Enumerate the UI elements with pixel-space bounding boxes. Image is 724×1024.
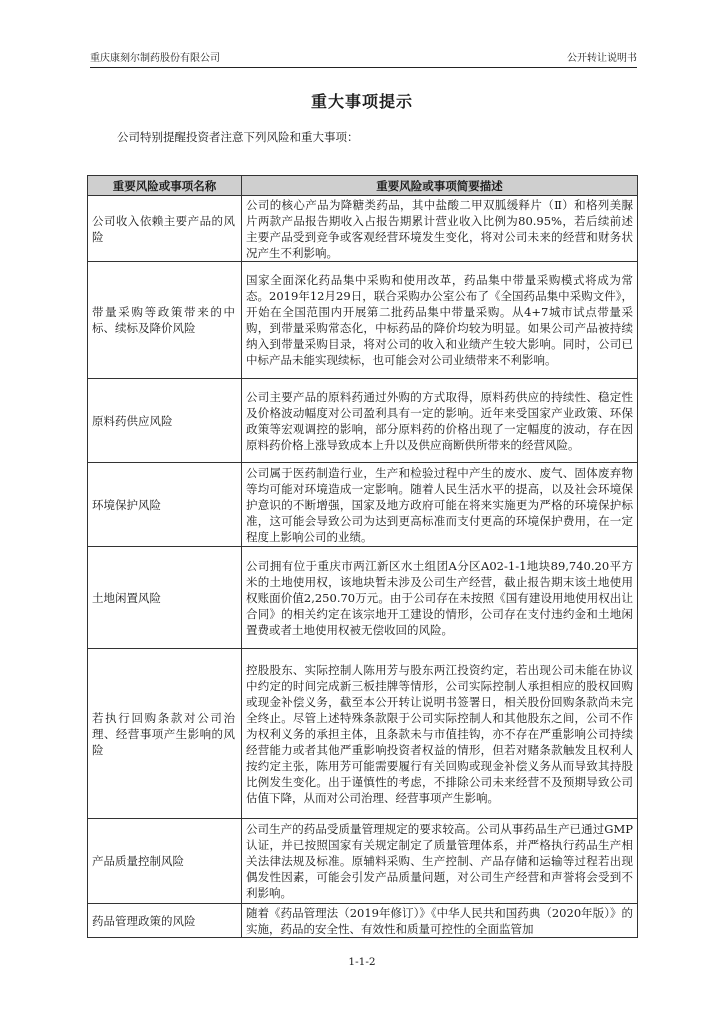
risk-description-cell: 国家全面深化药品集中采购和使用改革，药品集中带量采购模式将成为常态。2019年12月29日，联合采购办公室公布了《全国药品集中采购文件》，开始在全国范围内开展第二批药品集中带量采购。从4+7城市试点带量采购，到带量采购常态化，中标药品的降价均较为明显。如果公司产品被持续纳入到带量采购目录，将对公司的收入和业绩产生较大影响。同时，公司已中标产品未能实现续标，也可能会对公司业绩带来不利影响。 bbox=[242, 262, 638, 379]
risk-name-cell: 原料药供应风险 bbox=[88, 379, 242, 463]
risk-description-cell: 随着《药品管理法（2019年修订）》《中华人民共和国药典（2020年版）》的实施，药品的安全性、有效性和质量可控性的全面监管加 bbox=[242, 904, 638, 938]
column-header-risk-description: 重要风险或事项简要描述 bbox=[242, 176, 638, 196]
header-company-name: 重庆康刻尔制药股份有限公司 bbox=[90, 53, 220, 64]
table-row bbox=[88, 262, 638, 379]
table-row bbox=[88, 649, 638, 819]
table-row bbox=[88, 379, 638, 463]
risk-description-cell: 公司属于医药制造行业，生产和检验过程中产生的废水、废气、固体废弃物等均可能对环境造成一定影响。随着人民生活水平的提高，以及社会环境保护意识的不断增强，国家及地方政府可能在将来实施更为严格的环境保护标准，这可能会导致公司为达到更高标准而支付更高的环境保护费用，在一定程度上影响公司的业绩。 bbox=[242, 463, 638, 547]
table-row bbox=[88, 547, 638, 649]
table-row bbox=[88, 819, 638, 904]
table-row bbox=[88, 904, 638, 938]
page-title: 重大事项提示 bbox=[310, 92, 413, 111]
risk-description-cell: 公司主要产品的原料药通过外购的方式取得，原料药供应的持续性、稳定性及价格波动幅度对公司盈利具有一定的影响。近年来受国家产业政策、环保政策等宏观调控的影响，部分原料药的价格出现了一定幅度的波动，存在因原料药价格上涨导致成本上升以及供应商断供所带来的经营风险。 bbox=[242, 379, 638, 463]
header-document-type: 公开转让说明书 bbox=[567, 53, 637, 64]
risk-name-cell: 公司收入依赖主要产品的风险 bbox=[88, 196, 242, 262]
table-row bbox=[88, 196, 638, 262]
table-header-row bbox=[88, 176, 638, 196]
table-row bbox=[88, 463, 638, 547]
risk-name-cell: 带量采购等政策带来的中标、续标及降价风险 bbox=[88, 262, 242, 379]
intro-paragraph: 公司特别提醒投资者注意下列风险和重大事项： bbox=[117, 130, 359, 144]
page-header bbox=[90, 51, 637, 68]
risk-description-cell: 公司拥有位于重庆市两江新区水土组团A分区A02-1-1地块89,740.20平方米的土地使用权，该地块暂未涉及公司生产经营，截止报告期末该土地使用权账面价值2,250.70万元。由于公司存在未按照《国有建设用地使用权出让合同》的相关约定在该宗地开工建设的情形，公司存在支付违约金和土地闲置费或者土地使用权被无偿收回的风险。 bbox=[242, 547, 638, 649]
risk-description-cell: 控股股东、实际控制人陈用芳与股东两江投资约定，若出现公司未能在协议中约定的时间完成新三板挂牌等情形，公司实际控制人承担相应的股权回购或现金补偿义务，截至本公开转让说明书签署日，相关股份回购条款尚未完全终止。尽管上述特殊条款限于公司实际控制人和其他股东之间，公司不作为权利义务的承担主体，且条款未与市值挂钩，亦不存在严重影响公司持续经营能力或者其他严重影响投资者权益的情形，但若对赌条款触发且权利人按约定主张，陈用芳可能需要履行有关回购或现金补偿义务从而导致其持股比例发生变化。出于谨慎性的考虑，不排除公司未来经营不及预期导致公司估值下降，从而对公司治理、经营事项产生影响。 bbox=[242, 649, 638, 819]
risk-name-cell: 药品管理政策的风险 bbox=[88, 904, 242, 938]
risk-description-cell: 公司生产的药品受质量管理规定的要求较高。公司从事药品生产已通过GMP认证，并已按照国家有关规定制定了质量管理体系，并严格执行药品生产相关法律法规及标准。原辅料采购、生产控制、产品存储和运输等过程若出现偶发性因素，可能会引发产品质量问题，对公司生产经营和声誉将会受到不利影响。 bbox=[242, 819, 638, 904]
risk-table bbox=[87, 175, 638, 938]
page-number: 1-1-2 bbox=[348, 956, 376, 968]
risk-name-cell: 产品质量控制风险 bbox=[88, 819, 242, 904]
risk-name-cell: 若执行回购条款对公司治理、经营事项产生影响的风险 bbox=[88, 649, 242, 819]
risk-description-cell: 公司的核心产品为降糖类药品，其中盐酸二甲双胍缓释片（Ⅱ）和格列美脲片两款产品报告期收入占报告期累计营业收入比例为80.95%，若后续前述主要产品受到竞争或客观经营环境发生变化，将对公司未来的经营和财务状况产生不利影响。 bbox=[242, 196, 638, 262]
risk-name-cell: 环境保护风险 bbox=[88, 463, 242, 547]
risk-name-cell: 土地闲置风险 bbox=[88, 547, 242, 649]
column-header-risk-name: 重要风险或事项名称 bbox=[88, 176, 242, 196]
